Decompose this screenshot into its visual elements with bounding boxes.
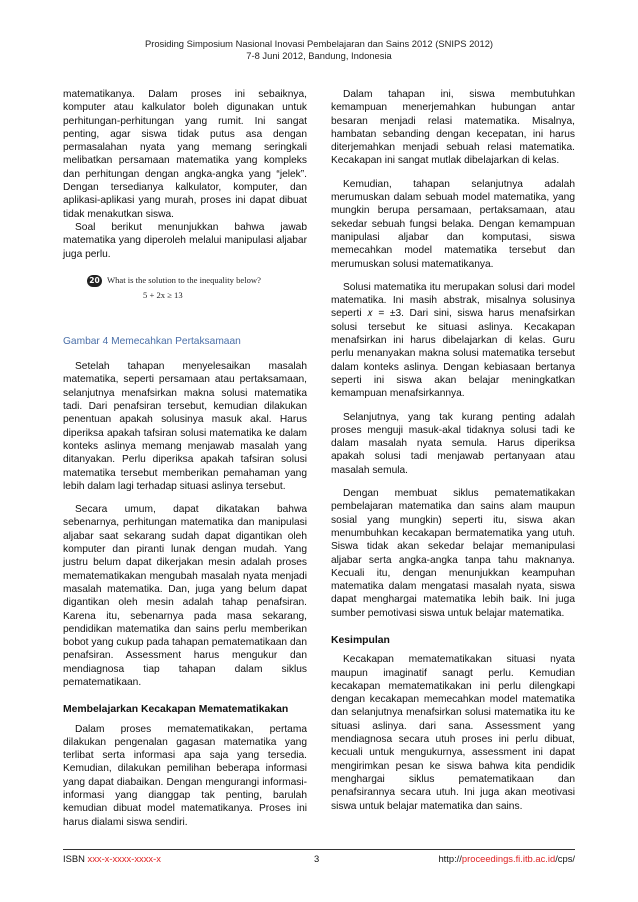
paragraph: Dalam tahapan ini, siswa membutuhkan kemampuan menerjemahkan hubungan antar besaran menjadi relasi matematika. Misalnya, hambatan sebanding dengan kecepatan, ini harus diterjemahkan menjadi sebuah relasi matematika. Kecakapan ini sangat mutlak dibelajarkan di kelas. xyxy=(331,89,575,167)
isbn-value: xxx-x-xxxx-xxxx-x xyxy=(87,853,161,864)
running-header xyxy=(0,38,638,62)
paragraph: Setelah tahapan menyelesaikan masalah matematika, seperti persamaan atau pertaksamaan, selanjutnya menafsirkan makna solusi matematika tadi. Dari penafsiran tersebut, kemudian dilakukan penentuan apakah solusinya masuk akal. Harus diperiksa apakah tafsiran solusi matematika ke dalam konteks aslinya memang menjawab masalah yang ditanyakan. Perlu diperiksa apakah tafsiran solusi matematika tersebut memberikan pemahaman yang lebih dalam lagi terhadap situasi aslinya tersebut. xyxy=(63,361,307,492)
section-heading: Kesimpulan xyxy=(331,634,390,646)
url-suffix: /cps/ xyxy=(555,853,575,864)
proceedings-url[interactable] xyxy=(438,853,575,865)
url-link[interactable]: proceedings.fi.itb.ac.id xyxy=(461,853,556,864)
page-number: 3 xyxy=(314,853,320,864)
paragraph: matematikanya. Dalam proses ini sebaiknya, komputer atau kalkulator boleh digunakan untuk perhitungan-perhitungan yang rumit. Ini sangat penting, agar siswa tidak putus asa dengan permasalahan nyata yang memang seringkali melibatkan persamaan matematika yang kompleks dan perhitungan dengan angka-angka yang “jelek”. Dengan tersedianya kalkulator, komputer, dan aplikasi-aplikasi yang murah, proses ini dapat dibuat tidak menakutkan siswa. xyxy=(63,89,307,220)
figure-inequality-question xyxy=(63,271,307,321)
url-prefix: http:// xyxy=(438,853,462,864)
inequality-expression: 5 + 2x ≥ 13 xyxy=(143,289,183,300)
paragraph: Kemudian, tahapan selanjutnya adalah merumuskan dalam sebuah model matematika, yang mungkin berupa persamaan, pertaksamaan, atau sekedar sebuah fungsi belaka. Dengan kemampuan manipulasi aljabar dan komputasi, siswa memecahkan model matematika tersebut dan merumuskan solusi matematikanya. xyxy=(331,178,575,270)
paragraph: Secara umum, dapat dikatakan bahwa sebenarnya, perhitungan matematika dan manipulasi aljabar saat sekarang sudah dapat digantikan oleh komputer dan piranti lunak dengan mudah. Yang justru belum dapat dikerjakan mesin adalah proses mematematikakan mengubah masalah nyata menjadi masalah matematika. Dan, juga yang belum dapat digantikan oleh mesin adalah tahap penafsiran. Karena itu, sebenarnya pada masa sekarang, pendidikan matematika dan sains perlu memberikan bobot yang cukup pada tahapan pematematikaan dan penafsiran. Assessment harus mengukur dan mendiagnosa tiap tahapan dalam siklus pematematikaan. xyxy=(63,504,307,688)
question-number-badge: 20 xyxy=(87,275,102,287)
paragraph: Solusi matematika itu merupakan solusi dari model matematika. Ini masih abstrak, misalnya solusinya seperti 𝑥 = ±3. Dari sini, siswa harus menafsirkan solusi tersebut ke situasi aslinya. Kecakapan menafsirkan ini harus dibelajarkan di kelas. Guru perlu menanyakan makna solusi matematika tersebut dalam konteks aslinya. Dengan kebiasaan bertanya seperti ini siswa akan belajar meningkatkan kemampuan menafsirkannya. xyxy=(331,281,575,400)
paragraph: Dengan membuat siklus pematematikakan pembelajaran matematika dan sains alam maupun sosial yang mungkin) seperti itu, siswa akan menumbuhkan kecakapan bermatematika yang utuh. Siswa tidak akan sekedar belajar memanipulasi aljabar serta angka-angka tanpa tahu maknanya. Kecuali itu, dengan menunjukkan keampuhan matematika dalam mengatasi masalah nyata, siswa dapat menghargai matematika lebih baik. Ini juga sumber pemotivasi siswa untuk belajar matematika. xyxy=(331,488,575,619)
figure-caption: Gambar 4 Memecahkan Pertaksamaan xyxy=(63,335,241,347)
paragraph: Kecakapan mematematikakan situasi nyata maupun imaginatif sanagt perlu. Kemudian kecakapan mematematikakan ini perlu dilengkapi dengan kecakapan memecahkan model matematika dan selanjutnya menafsirkan solusi matematika itu ke situasi aslinya. dari sana. Assessment yang mendiagnosa secara utuh proses ini perlu dibuat, kecuali untuk mengukurnya, assessment ini dapat mengirimkan pesan ke siswa bahwa kita pendidik menghargai siklus pematematikaan dan penafsirannya secara utuh. Ini juga akan meotivasi siswa untuk belajar matematika dan sains. xyxy=(331,654,575,812)
header-date-location: 7-8 Juni 2012, Bandung, Indonesia xyxy=(246,50,392,61)
left-column xyxy=(63,88,307,839)
paragraph: Selanjutnya, yang tak kurang penting adalah proses menguji masuk-akal tidaknya solusi tadi ke dalam masalah nyata semula. Harus diperiksa apakah solusi tadi menjawab pertanyaan atau masalah semula. xyxy=(331,411,575,476)
right-column xyxy=(331,88,575,823)
question-text: What is the solution to the inequality below? xyxy=(107,274,261,285)
header-proceedings-title: Prosiding Simposium Nasional Inovasi Pembelajaran dan Sains 2012 (SNIPS 2012) xyxy=(144,38,494,49)
paragraph: Soal berikut menunjukkan bahwa jawab matematika yang diperoleh melalui manipulasi aljabar juga perlu. xyxy=(63,221,307,260)
paragraph: Dalam proses mematematikakan, pertama dilakukan pengenalan gagasan matematika yang terlibat serta informasi apa saja yang tersedia. Kemudian, dilakukan pemilihan beberapa informasi yang dapat diabaikan. Dengan mengurangi informasi-informasi yang dianggap tak penting, barulah kemudian dibuat model matematikanya. Proses ini harus dialami siswa sendiri. xyxy=(63,723,307,828)
footer-divider xyxy=(63,849,575,850)
isbn xyxy=(63,853,161,865)
isbn-label: ISBN xyxy=(63,853,88,864)
section-heading: Membelajarkan Kecakapan Mematematikakan xyxy=(63,704,289,716)
